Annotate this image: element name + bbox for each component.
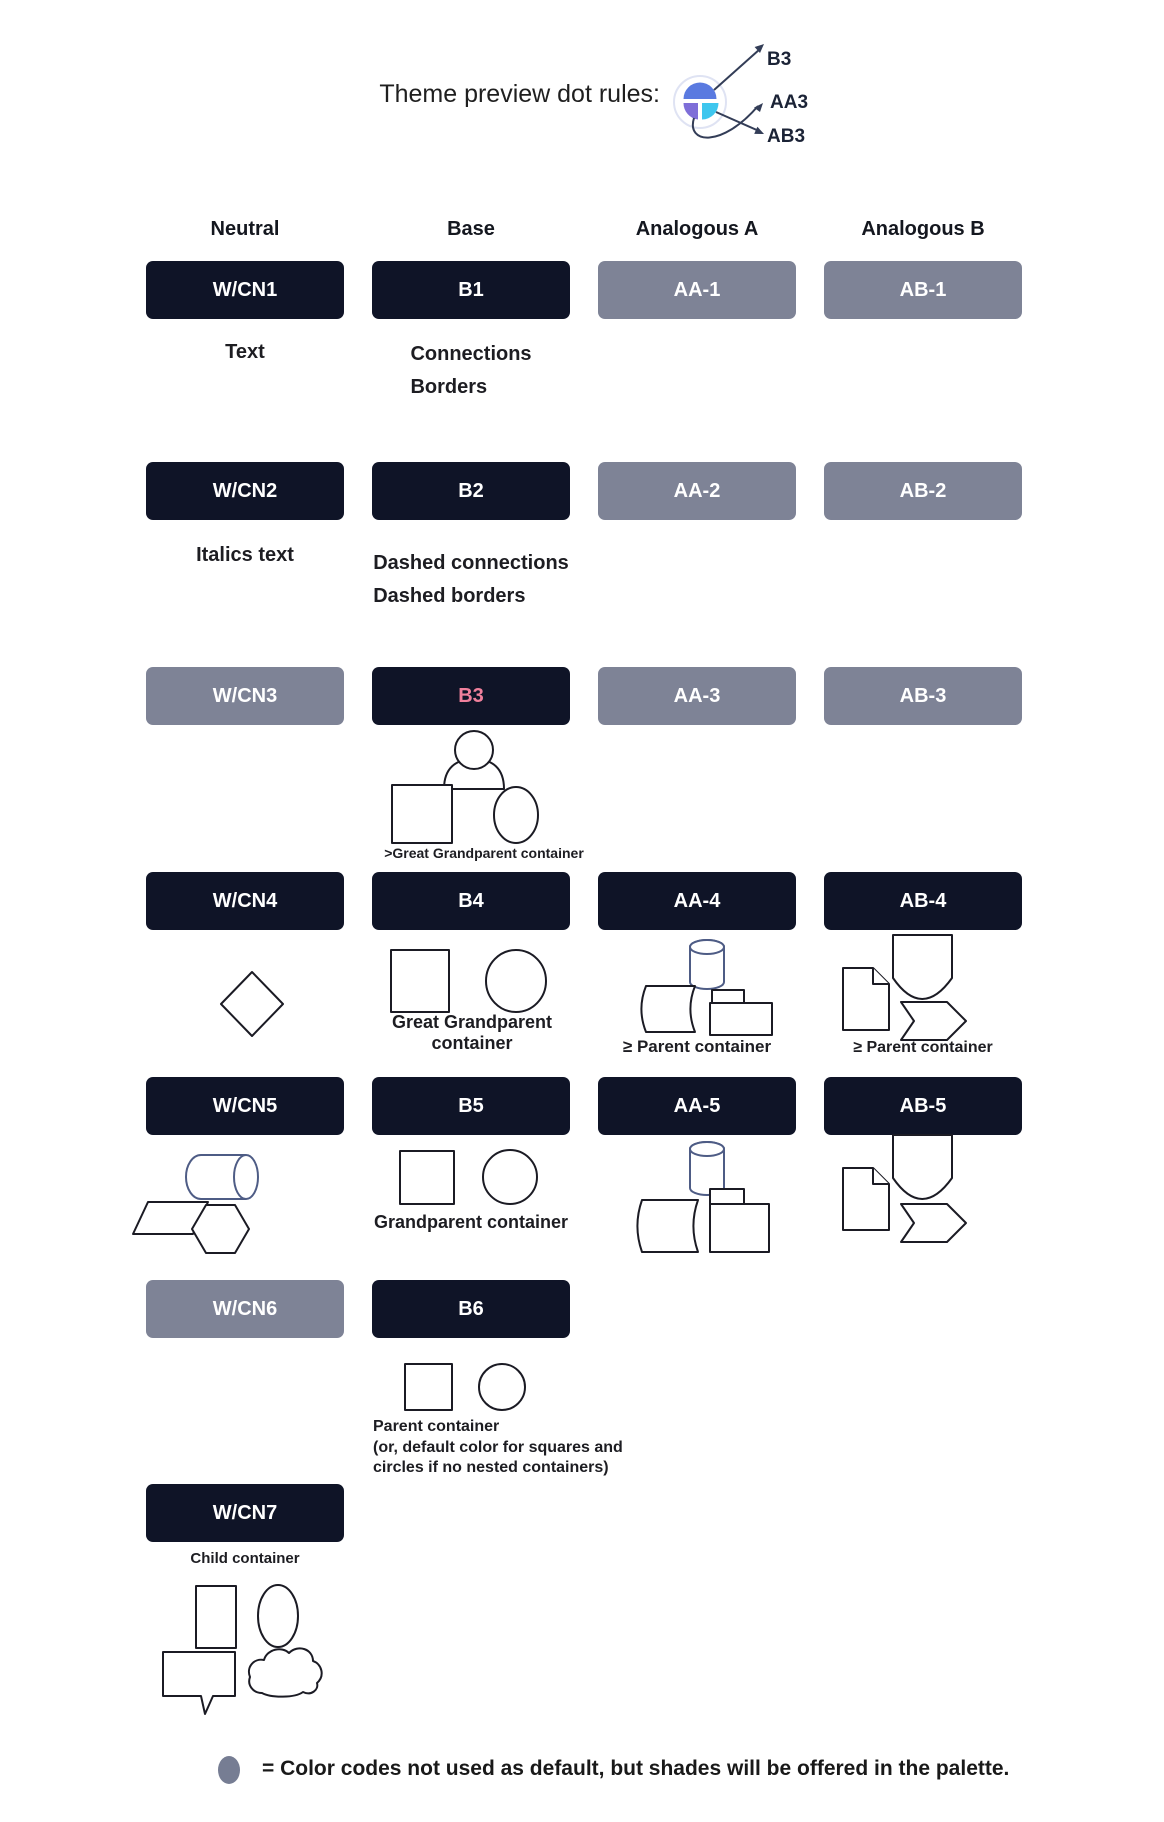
- person-head-shape: [455, 731, 493, 769]
- caption-ge-parent-aa: ≥ Parent container: [622, 1037, 772, 1056]
- circle-shape: [486, 950, 546, 1012]
- dot-label-ab3: AB3: [767, 126, 806, 147]
- caption-parent-block: [373, 1417, 623, 1479]
- cylinder-top: [690, 940, 724, 954]
- cylinder-top: [690, 1142, 724, 1156]
- square-shape: [391, 950, 449, 1012]
- curved-rect-shape: [642, 986, 696, 1032]
- square-shape: [196, 1586, 236, 1648]
- speech-bubble-shape: [163, 1652, 235, 1714]
- ab5-shapes: [835, 1128, 980, 1250]
- arrow-to-b3: [714, 49, 760, 90]
- swatch-aa1: AA-1: [598, 261, 796, 319]
- circle-shape: [494, 787, 538, 843]
- circle-shape: [479, 1364, 525, 1410]
- swatch-b5: B5: [372, 1077, 570, 1135]
- column-header-analogous-b: Analogous B: [861, 218, 985, 240]
- folder-tab-shape: [712, 990, 744, 1003]
- chevron-shape: [901, 1204, 966, 1242]
- swatch-b4: B4: [372, 872, 570, 930]
- folder-tab-shape: [710, 1189, 744, 1204]
- swatch-aa5: AA-5: [598, 1077, 796, 1135]
- swatch-wcn7: W/CN7: [146, 1484, 344, 1542]
- legend-text: = Color codes not used as default, but shades will be offered in the palette.: [262, 1757, 1010, 1780]
- caption-dashed-borders: Dashed borders: [373, 585, 526, 607]
- circle-shape: [483, 1150, 537, 1204]
- cylinder-cap: [234, 1155, 258, 1199]
- caption-borders: Borders: [410, 376, 488, 398]
- caption-great-grandparent: Great Grandparent container: [391, 1012, 553, 1053]
- swatch-aa3: AA-3: [598, 667, 796, 725]
- swatch-ab3: AB-3: [824, 667, 1022, 725]
- swatch-b1: B1: [372, 261, 570, 319]
- caption-child-container: Child container: [190, 1550, 300, 1567]
- shield-shape: [893, 935, 952, 999]
- swatch-aa4: AA-4: [598, 872, 796, 930]
- page-fold: [873, 1168, 889, 1184]
- caption-italics-text: Italics text: [196, 544, 294, 566]
- column-header-base: Base: [447, 218, 495, 240]
- bubble-cloud-shapes: [155, 1640, 345, 1720]
- theme-dot-diagram: [630, 18, 860, 153]
- b5-shapes: [395, 1146, 545, 1210]
- caption-dashed: [372, 547, 570, 613]
- ab4-shapes: [835, 928, 980, 1046]
- arrow-to-ab3: [716, 112, 759, 131]
- swatch-wcn6: W/CN6: [146, 1280, 344, 1338]
- dot-label-b3: B3: [767, 49, 792, 70]
- square-shape: [405, 1364, 452, 1410]
- wcn5-shapes: [125, 1148, 275, 1258]
- column-header-analogous-a: Analogous A: [635, 218, 759, 240]
- cloud-shape: [249, 1648, 322, 1696]
- caption-parent-line1: Parent container: [373, 1418, 500, 1435]
- swatch-ab4: AB-4: [824, 872, 1022, 930]
- column-header-neutral: Neutral: [210, 218, 280, 240]
- swatch-wcn1: W/CN1: [146, 261, 344, 319]
- swatch-wcn2: W/CN2: [146, 462, 344, 520]
- chevron-shape: [901, 1002, 966, 1040]
- caption-ge-parent-ab: ≥ Parent container: [853, 1039, 993, 1056]
- aa5-shapes: [625, 1135, 785, 1255]
- b6-shapes: [400, 1358, 535, 1416]
- caption-text: Text: [225, 341, 265, 363]
- swatch-b6: B6: [372, 1280, 570, 1338]
- swatch-ab2: AB-2: [824, 462, 1022, 520]
- folder-body-shape: [710, 1003, 772, 1035]
- b3-shapes: [380, 725, 545, 850]
- caption-gt-great-grandparent: >Great Grandparent container: [384, 845, 584, 861]
- wcn4-shapes: [215, 968, 290, 1040]
- legend-dot: [218, 1756, 240, 1784]
- aa4-shapes: [625, 932, 785, 1042]
- swatch-ab1: AB-1: [824, 261, 1022, 319]
- square-shape: [392, 785, 452, 843]
- caption-grandparent: Grandparent container: [373, 1212, 569, 1232]
- folder-body-shape: [710, 1204, 769, 1252]
- diamond-shape: [221, 972, 283, 1036]
- square-shape: [400, 1151, 454, 1204]
- shield-shape: [893, 1135, 952, 1199]
- swatch-wcn3: W/CN3: [146, 667, 344, 725]
- dot-label-aa3: AA3: [770, 92, 809, 113]
- swatch-b2: B2: [372, 462, 570, 520]
- caption-connections: Connections: [410, 343, 532, 365]
- arrowhead-aa3: [754, 103, 763, 112]
- circle-shape: [258, 1585, 298, 1647]
- swatch-aa2: AA-2: [598, 462, 796, 520]
- caption-connections-borders: [372, 338, 570, 404]
- page-title: Theme preview dot rules:: [379, 80, 660, 108]
- caption-dashed-connections: Dashed connections: [373, 552, 569, 574]
- caption-parent-line3: circles if no nested containers): [373, 1459, 609, 1476]
- b4-shapes: [385, 945, 555, 1017]
- caption-parent-line2: (or, default color for squares and: [373, 1438, 623, 1456]
- swatch-wcn5: W/CN5: [146, 1077, 344, 1135]
- swatch-b3: B3: [372, 667, 570, 725]
- page-fold: [873, 968, 889, 984]
- swatch-wcn4: W/CN4: [146, 872, 344, 930]
- curved-rect-shape: [638, 1200, 699, 1252]
- swatch-ab5: AB-5: [824, 1077, 1022, 1135]
